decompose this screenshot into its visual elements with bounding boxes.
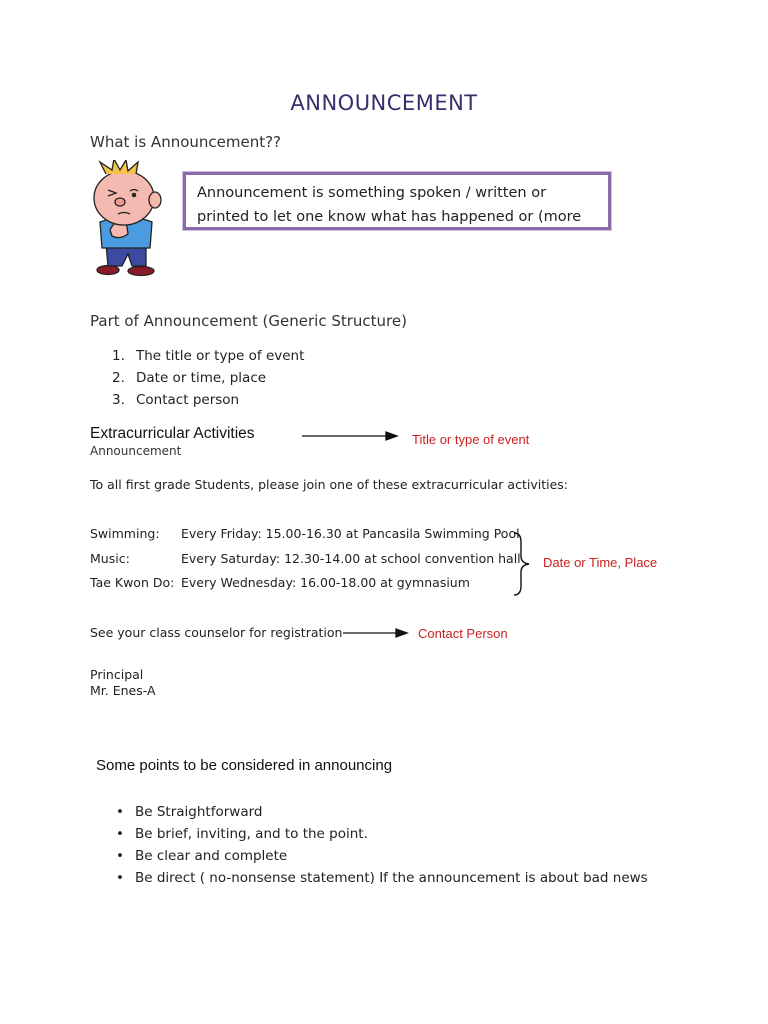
- signer-role: Principal: [90, 667, 144, 682]
- points-heading: Some points to be considered in announcing: [96, 757, 393, 774]
- list-item: • Be Straightforward: [116, 801, 648, 823]
- schedule-detail-taekwondo: Every Wednesday: 16.00-18.00 at gymnasium: [181, 575, 470, 590]
- points-list: [116, 801, 648, 889]
- bullet: •: [116, 870, 124, 886]
- definition-line-1: Announcement is something spoken / written or: [197, 185, 547, 201]
- schedule-activity-taekwondo: Tae Kwon Do:: [90, 575, 175, 590]
- definition-question: What is Announcement??: [90, 133, 282, 151]
- list-item: 3. Contact person: [112, 392, 240, 408]
- annotation-date-place: Date or Time, Place: [543, 555, 658, 570]
- list-item: 1. The title or type of event: [112, 348, 305, 364]
- definition-line-2: printed to let one know what has happened or (more: [197, 209, 582, 225]
- bullet: •: [116, 804, 124, 820]
- example-intro: To all first grade Students, please join one of these extracurricular activities:: [90, 477, 568, 492]
- bullet: •: [116, 848, 124, 864]
- bullet: •: [116, 826, 124, 842]
- schedule-detail-swimming: Every Friday: 15.00-16.30 at Pancasila Swimming Pool: [181, 526, 520, 541]
- annotation-title-type: Title or type of event: [412, 432, 530, 447]
- list-item: • Be clear and complete: [116, 845, 648, 867]
- page-title: ANNOUNCEMENT: [290, 91, 478, 115]
- parts-heading: Part of Announcement (Generic Structure): [90, 312, 407, 330]
- list-item: • Be direct ( no-nonsense statement) If the announcement is about bad news: [116, 867, 648, 889]
- list-item: 2. Date or time, place: [112, 370, 267, 386]
- schedule-activity-swimming: Swimming:: [90, 526, 160, 541]
- list-item: • Be brief, inviting, and to the point.: [116, 823, 648, 845]
- arrow-contact-head: [396, 629, 407, 637]
- schedule-activity-music: Music:: [90, 551, 130, 566]
- arrow-title-head: [386, 432, 397, 440]
- annotation-contact-person: Contact Person: [418, 626, 508, 641]
- contact-line: See your class counselor for registration: [90, 625, 343, 640]
- signer-name: Mr. Enes-A: [90, 683, 156, 698]
- schedule-brace: [514, 533, 529, 595]
- example-heading: Extracurricular Activities: [90, 425, 255, 442]
- schedule-detail-music: Every Saturday: 12.30-14.00 at school convention hall: [181, 551, 521, 566]
- example-subheading: Announcement: [90, 444, 182, 458]
